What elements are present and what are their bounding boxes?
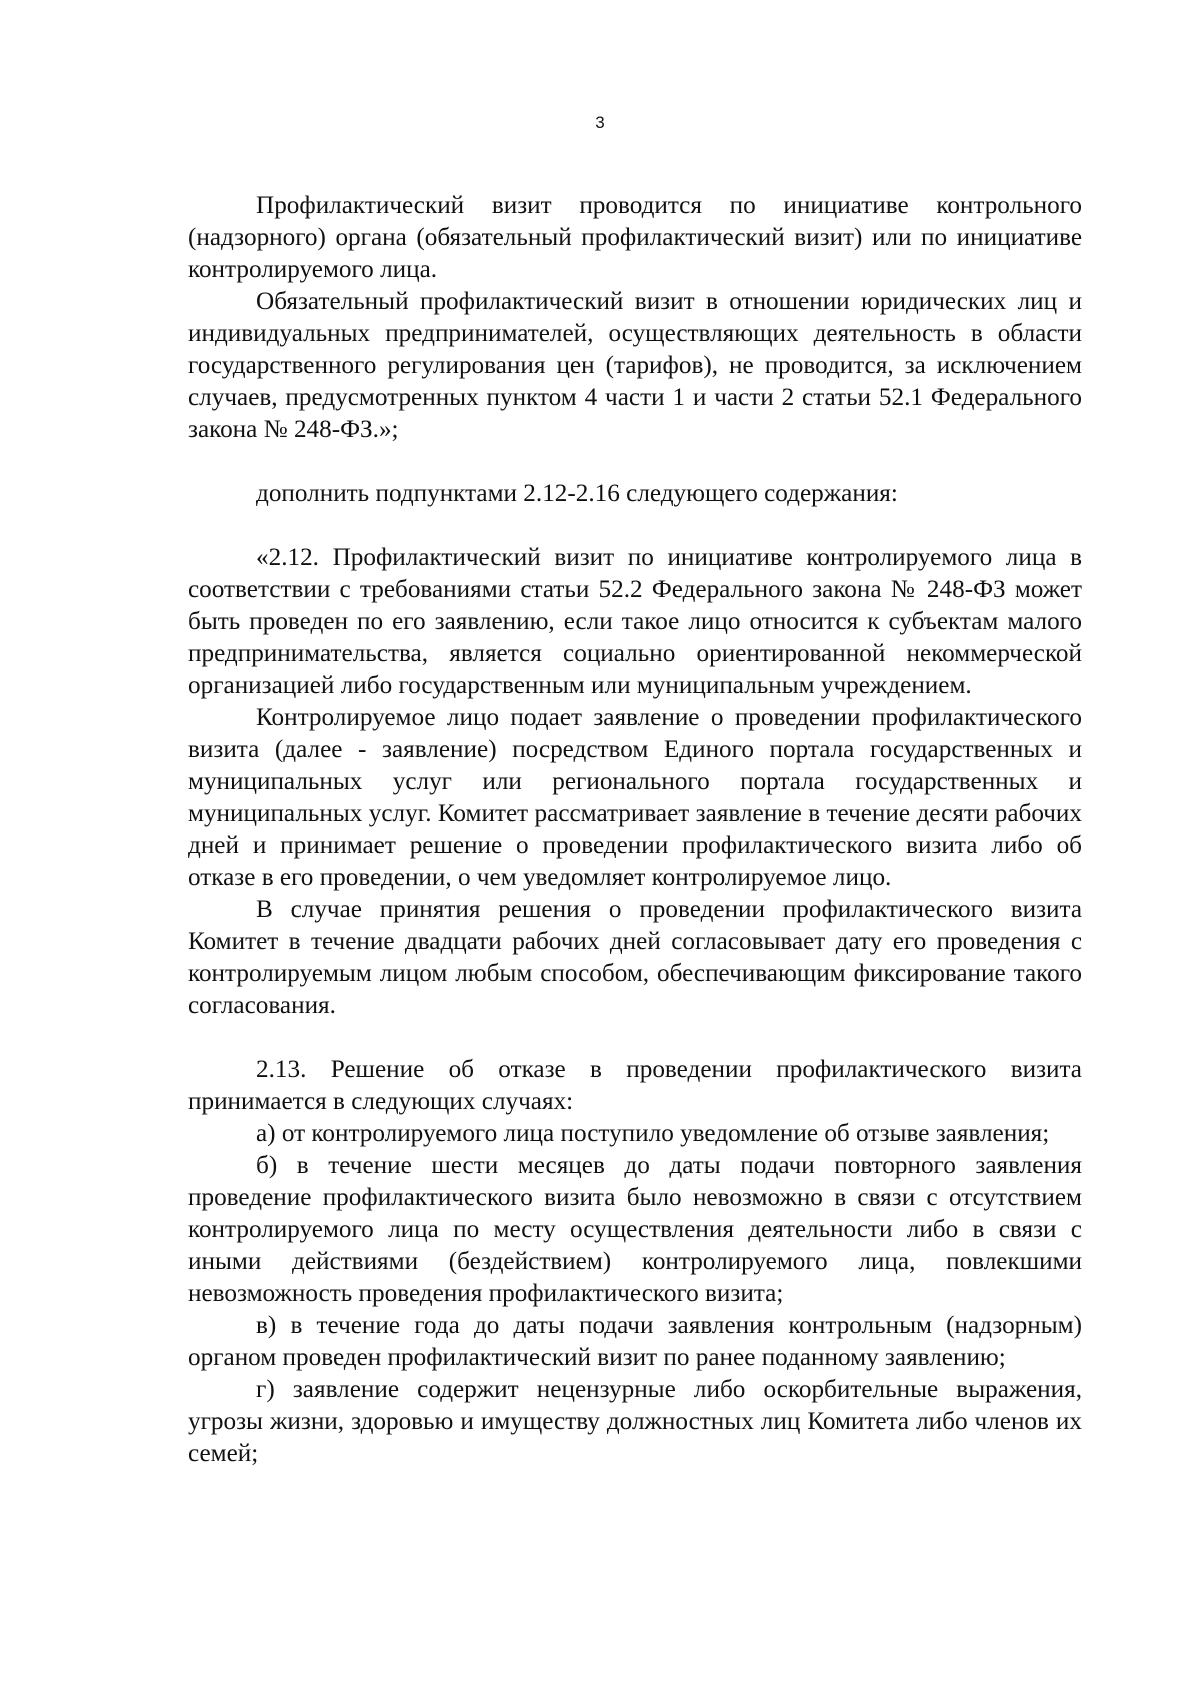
list-item-a: а) от контролируемого лица поступило уведомление об отзыве заявления; bbox=[256, 1120, 1050, 1147]
list-item-g: г) заявление содержит нецензурные либо оскорбительные выражения, угрозы жизни, здоровью и имуществу должностных лиц Комитета либо членов их семей; bbox=[188, 1376, 1082, 1467]
list-item-b: б) в течение шести месяцев до даты подачи повторного заявления проведение профилактического визита было невозможно в связи с отсутствием контролируемого лица по месту осуществления деятельности либо в связи с иными действиями (бездействием) контролируемого лица, повлекшими невозможность проведения профилактического визита; bbox=[188, 1152, 1082, 1307]
paragraph-2-13: 2.13. Решение об отказе в проведении профилактического визита принимается в следующих случаях: bbox=[188, 1056, 1082, 1115]
list-item-v: в) в течение года до даты подачи заявления контрольным (надзорным) органом проведен профилактический визит по ранее поданному заявлению; bbox=[188, 1312, 1082, 1371]
paragraph-2-12: «2.12. Профилактический визит по инициативе контролируемого лица в соответствии с требованиями статьи 52.2 Федерального закона № 248-ФЗ может быть проведен по его заявлению, если такое лицо относится к субъектам малого предпринимательства, является социально ориентированной некоммерческой организацией либо государственным или муниципальным учреждением. bbox=[188, 544, 1082, 699]
paragraph-application-submission: Контролируемое лицо подает заявление о проведении профилактического визита (далее - заявление) посредством Единого портала государственных и муниципальных услуг или регионального портала государственных и муниципальных услуг. Комитет рассматривает заявление в течение десяти рабочих дней и принимает решение о проведении профилактического визита либо об отказе в его проведении, о чем уведомляет контролируемое лицо. bbox=[188, 704, 1082, 891]
paragraph-amendment-intro: дополнить подпунктами 2.12-2.16 следующего содержания: bbox=[256, 480, 898, 507]
paragraph-visit-scheduling: В случае принятия решения о проведении профилактического визита Комитет в течение двадцати рабочих дней согласовывает дату его проведения с контролируемым лицом любым способом, обеспечивающим фиксирование такого согласования. bbox=[188, 896, 1082, 1019]
page-number: 3 bbox=[595, 113, 605, 132]
paragraph-mandatory-visit: Обязательный профилактический визит в отношении юридических лиц и индивидуальных предпринимателей, осуществляющих деятельность в области государственного регулирования цен (тарифов), не проводится, за исключением случаев, предусмотренных пунктом 4 части 1 и части 2 статьи 52.1 Федерального закона № 248-ФЗ.»; bbox=[188, 288, 1082, 443]
document-body bbox=[188, 190, 1082, 1470]
paragraph-visit-initiative: Профилактический визит проводится по инициативе контрольного (надзорного) органа (обязательный профилактический визит) или по инициативе контролируемого лица. bbox=[188, 192, 1082, 283]
